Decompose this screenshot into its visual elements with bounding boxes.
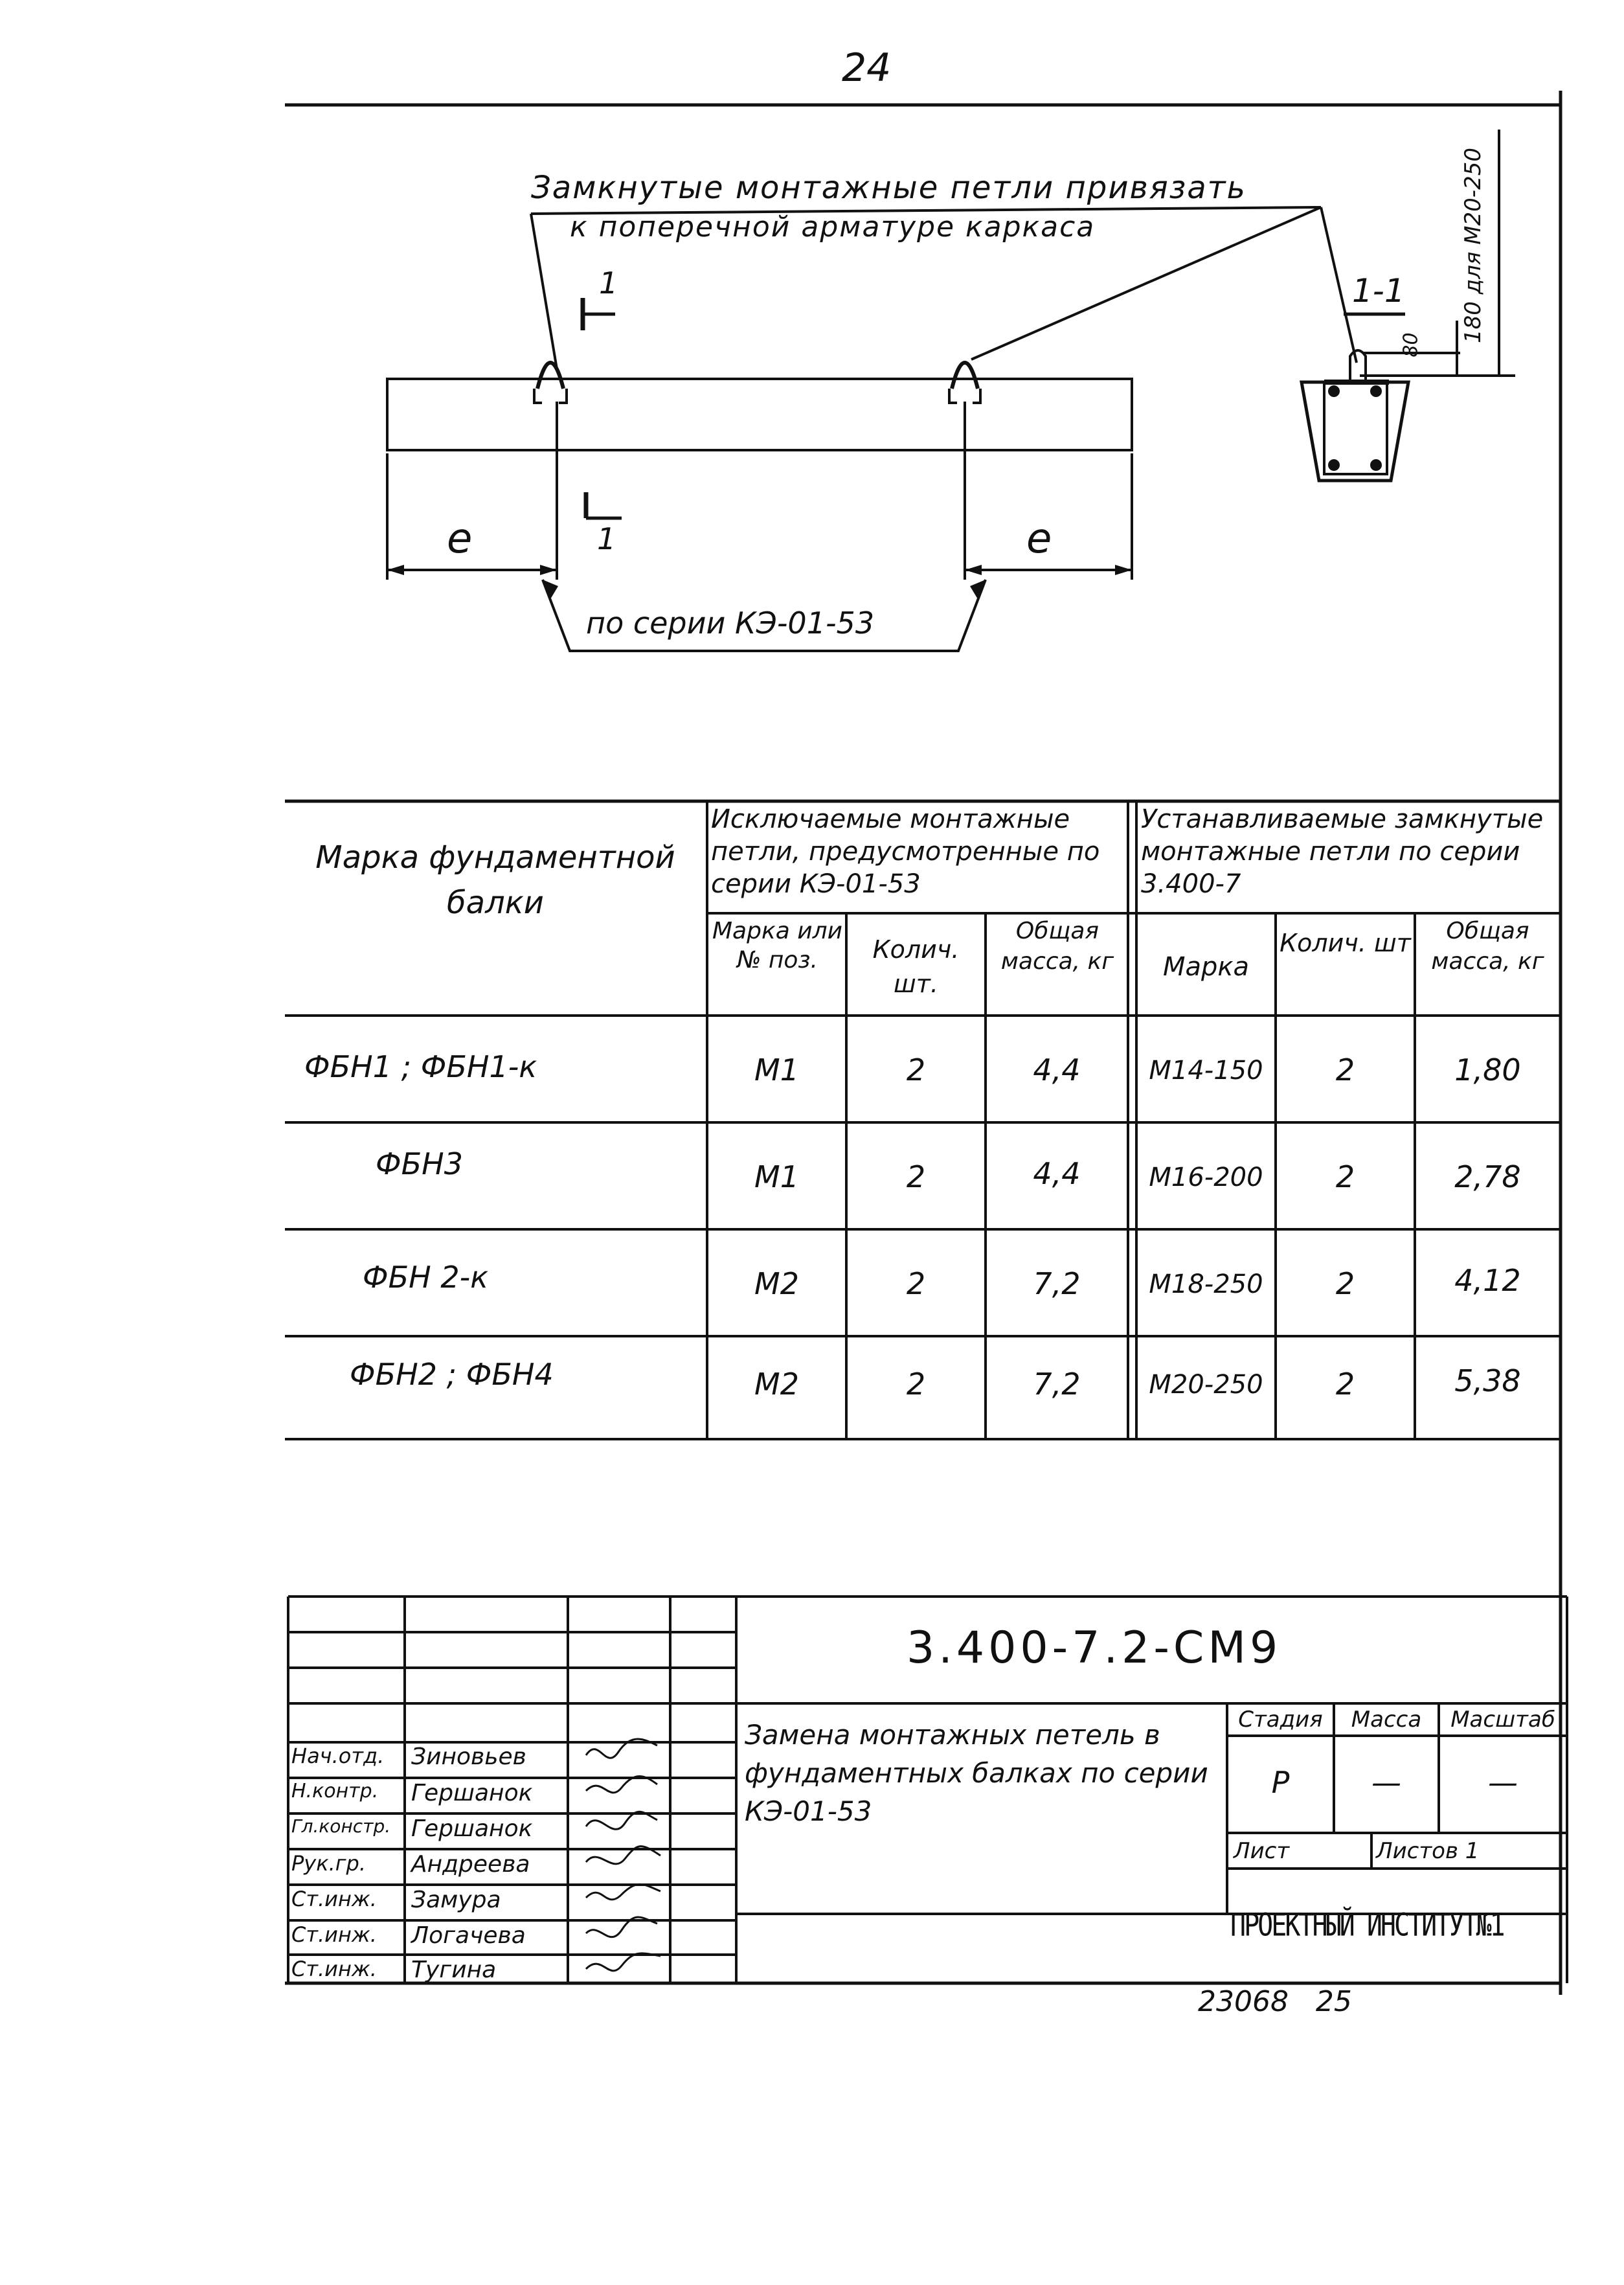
person-name: Гершанок — [411, 1780, 533, 1806]
row-ex-qty: 2 — [906, 1052, 926, 1087]
bottom-numbers: 23068 25 — [1198, 1985, 1352, 2018]
sheet-label: Лист — [1234, 1838, 1290, 1864]
subheader-qty: Колич. шт. — [872, 935, 960, 999]
beam-elevation — [387, 207, 1357, 651]
section-title: 1-1 — [1352, 272, 1405, 310]
section-mark-bottom: 1 — [597, 521, 616, 556]
row-ex-qty: 2 — [906, 1367, 926, 1402]
row-ex-mark: М2 — [754, 1266, 799, 1301]
row-in-mass: 2,78 — [1454, 1159, 1521, 1194]
role: Нач.отд. — [291, 1744, 385, 1768]
scale-value: — — [1488, 1765, 1518, 1800]
subheader-mark: Марка — [1162, 952, 1250, 982]
subheader-qty2: Колич. шт — [1280, 929, 1411, 957]
scale-label: Масштаб — [1450, 1707, 1555, 1733]
row-ex-qty: 2 — [906, 1266, 926, 1301]
row-in-qty: 2 — [1335, 1052, 1355, 1087]
row-ex-mark: М1 — [754, 1159, 799, 1194]
role: Н.контр. — [291, 1780, 379, 1802]
subheader-mass: Общая масса, кг — [1000, 918, 1114, 975]
stage-label: Стадия — [1238, 1707, 1323, 1733]
sheets-label: Листов 1 — [1376, 1838, 1480, 1864]
row-in-mark: М16-200 — [1149, 1163, 1263, 1192]
header-beam-mark: Марка фундаментной балки — [315, 839, 675, 921]
row-in-mass: 5,38 — [1454, 1363, 1521, 1398]
row-ex-mass: 7,2 — [1033, 1266, 1081, 1301]
row-in-mark: М20-250 — [1149, 1370, 1263, 1400]
row-ex-mass: 4,4 — [1033, 1156, 1081, 1191]
row-in-mass: 4,12 — [1454, 1263, 1521, 1298]
person-name: Логачева — [411, 1922, 526, 1949]
note-line-2: к поперечной арматуре каркаса — [570, 210, 1096, 244]
subheader-mass2: Общая масса, кг — [1431, 918, 1544, 975]
section-mark-top: 1 — [599, 266, 618, 301]
row-in-mass: 1,80 — [1454, 1052, 1521, 1087]
role: Ст.инж. — [291, 1922, 377, 1947]
header-installed: Устанавливаемые замкнутые монтажные петли по серии 3.400-7 — [1141, 804, 1544, 899]
row-beam: ФБН1 ; ФБН1-к — [304, 1049, 537, 1084]
role: Ст.инж. — [291, 1957, 377, 1981]
signatures — [586, 1739, 660, 1971]
doc-code: 3.400-7.2-СМ9 — [907, 1622, 1282, 1674]
dim-vertical: 180 для М20-250 — [1460, 148, 1486, 343]
row-ex-mark: М2 — [754, 1367, 799, 1402]
row-beam: ФБН2 ; ФБН4 — [350, 1357, 554, 1392]
subheader-mark-or-pos: Марка или № поз. — [712, 918, 843, 973]
dim-e-left: e — [447, 515, 473, 563]
dim-80: 80 — [1399, 332, 1423, 358]
doc-title: Замена монтажных петель в фундаментных балках по серии КЭ-01-53 — [745, 1719, 1208, 1827]
person-name: Зиновьев — [411, 1744, 526, 1770]
page-number: 24 — [842, 45, 892, 91]
series-label: по серии КЭ-01-53 — [586, 606, 875, 641]
row-ex-qty: 2 — [906, 1159, 926, 1194]
row-in-mark: М14-150 — [1149, 1056, 1263, 1086]
institute-name: ПРОЕКТНЫЙ ИНСТИТУТ№1 — [1230, 1907, 1504, 1944]
person-name: Замура — [411, 1887, 501, 1913]
role: Гл.констр. — [291, 1815, 391, 1837]
row-in-qty: 2 — [1335, 1266, 1355, 1301]
note-line-1: Замкнутые монтажные петли привязать — [531, 170, 1246, 206]
row-beam: ФБН 2-к — [363, 1260, 489, 1295]
role: Ст.инж. — [291, 1887, 377, 1911]
person-name: Тугина — [411, 1957, 497, 1983]
row-ex-mass: 4,4 — [1033, 1052, 1081, 1087]
row-beam: ФБН3 — [376, 1146, 464, 1181]
row-ex-mark: М1 — [754, 1052, 799, 1087]
row-in-mark: М18-250 — [1149, 1269, 1263, 1299]
mass-label: Масса — [1351, 1707, 1422, 1733]
mass-value: — — [1371, 1765, 1401, 1800]
row-in-qty: 2 — [1335, 1367, 1355, 1402]
dim-e-right: e — [1026, 515, 1052, 563]
person-name: Гершанок — [411, 1815, 533, 1842]
row-in-qty: 2 — [1335, 1159, 1355, 1194]
role: Рук.гр. — [291, 1851, 367, 1876]
header-excluded: Исключаемые монтажные петли, предусмотренные по серии КЭ-01-53 — [711, 804, 1100, 899]
person-name: Андреева — [411, 1851, 530, 1878]
stage-value: Р — [1271, 1765, 1290, 1800]
row-ex-mass: 7,2 — [1033, 1367, 1081, 1402]
